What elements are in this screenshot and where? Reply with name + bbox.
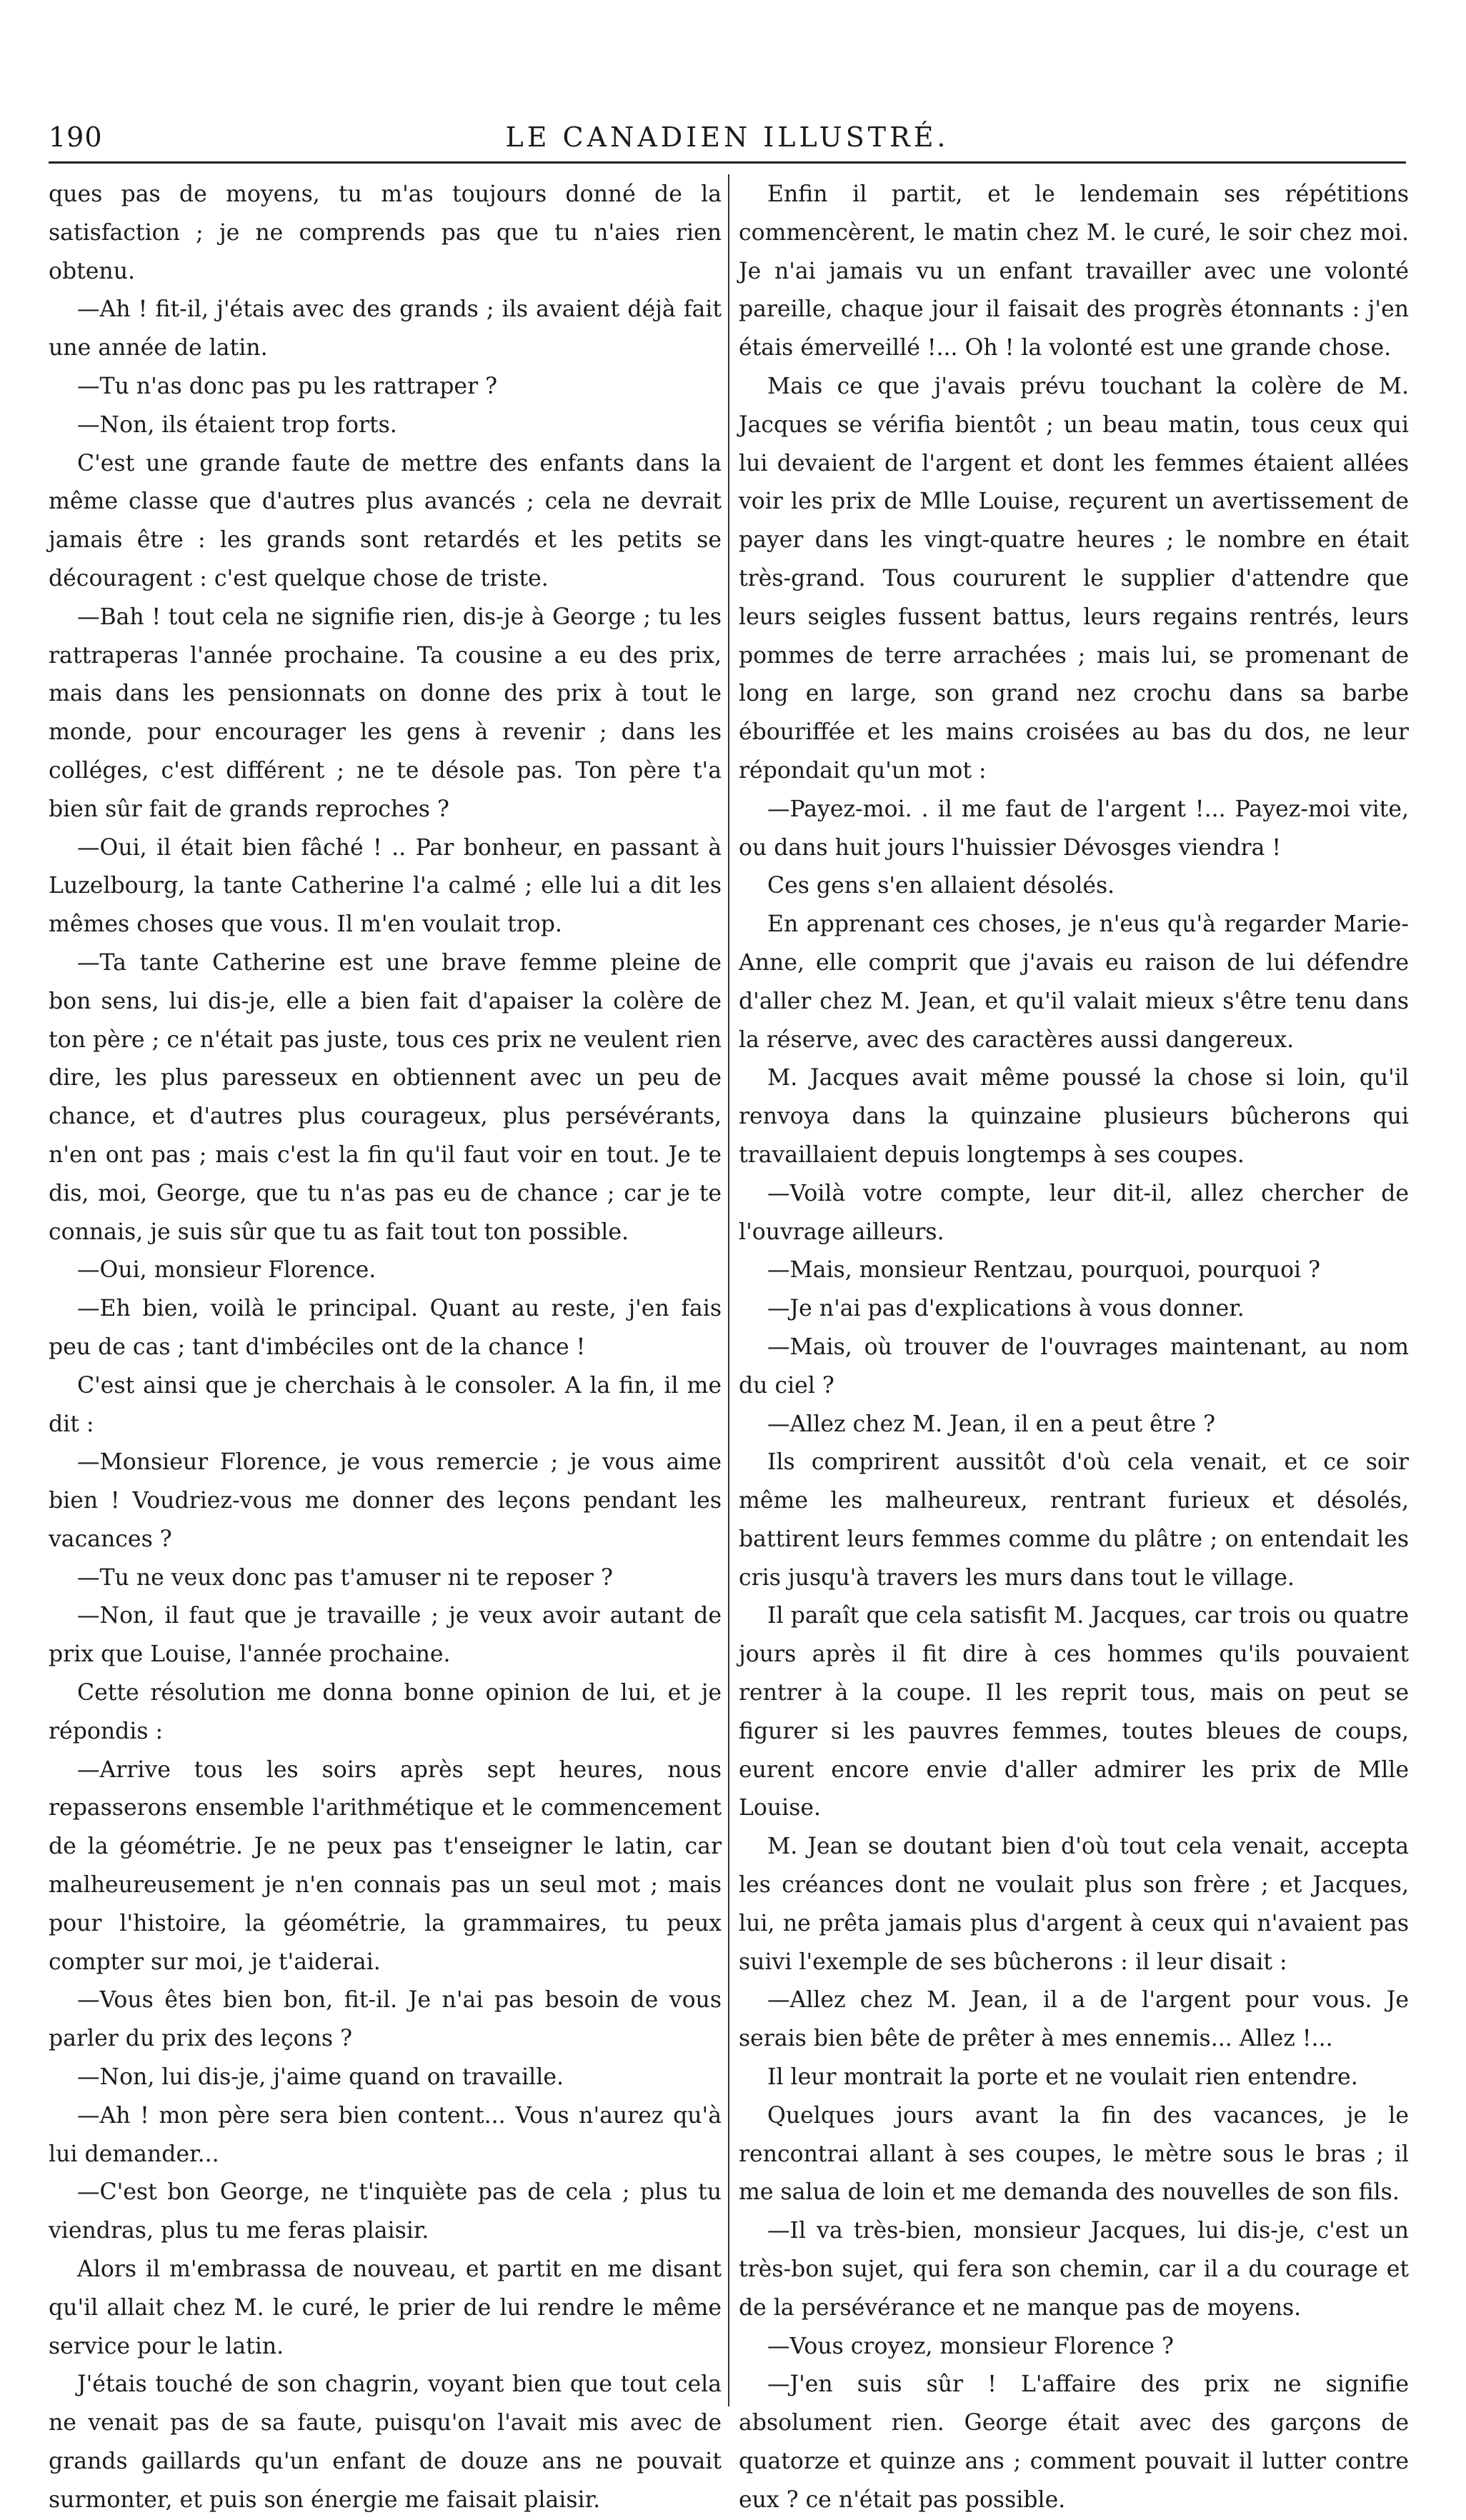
paragraph: —Mais, monsieur Rentzau, pourquoi, pourquoi ?: [767, 1257, 1321, 1284]
paragraph: M. Jean se doutant bien d'où tout cela venait, accepta les créances dont ne voulait plus son frère ; et Jacques, lui, ne prêta jamais plus d'argent à ceux qui n'avaient pas suivi l'exemple de ses bûcherons : il leur disait :: [739, 1834, 1409, 1975]
paragraph: —Arrive tous les soirs après sept heures, nous repasserons ensemble l'arithmétique et le commencement de la géométrie. Je ne peux pas t'enseigner le latin, car malheureusement je n'en connais pas un seul mot ; mais pour l'histoire, la géométrie, la grammaires, tu peux compter sur moi, je t'aiderai.: [49, 1756, 722, 1975]
paragraph: —Mais, où trouver de l'ouvrages maintenant, au nom du ciel ?: [739, 1334, 1409, 1399]
paragraph: —Il va très-bien, monsieur Jacques, lui dis-je, c'est un très-bon sujet, qui fera son chemin, car il a du courage et de la persévérance et ne manque pas de moyens.: [739, 2218, 1409, 2321]
paragraph: Alors il m'embrassa de nouveau, et partit en me disant qu'il allait chez M. le curé, le prier de lui rendre le même service pour le latin.: [49, 2256, 722, 2359]
paragraph: —Non, ils étaient trop forts.: [77, 411, 397, 438]
paragraph: —Non, il faut que je travaille ; je veux avoir autant de prix que Louise, l'année prochaine.: [49, 1603, 722, 1668]
paragraph: —Je n'ai pas d'explications à vous donner.: [767, 1296, 1245, 1322]
running-title: LE CANADIEN ILLUSTRÉ.: [505, 121, 949, 153]
left-column: [49, 176, 722, 2513]
paragraph: —Allez chez M. Jean, il en a peut être ?: [767, 1411, 1216, 1437]
paragraph: —Bah ! tout cela ne signifie rien, dis-je à George ; tu les rattraperas l'année prochaine. Ta cousine a eu des prix, mais dans les pensionnats on donne des prix à tout le monde, pour encourager les gens à revenir ; dans les colléges, c'est différent ; ne te désole pas. Ton père t'a bien sûr fait de grands reproches ?: [49, 604, 722, 822]
paragraph: —Eh bien, voilà le principal. Quant au reste, j'en fais peu de cas ; tant d'imbéciles ont de la chance !: [49, 1296, 722, 1360]
paragraph: —Ah ! fit-il, j'étais avec des grands ; ils avaient déjà fait une année de latin.: [49, 296, 722, 361]
paragraph: En apprenant ces choses, je n'eus qu'à regarder Marie-Anne, elle comprit que j'avais eu raison de lui défendre d'aller chez M. Jean, et qu'il valait mieux s'être tenu dans la réserve, avec des caractères aussi dangereux.: [739, 911, 1409, 1053]
paragraph: —Voilà votre compte, leur dit-il, allez chercher de l'ouvrage ailleurs.: [739, 1180, 1409, 1245]
paragraph: —Monsieur Florence, je vous remercie ; je vous aime bien ! Voudriez-vous me donner des leçons pendant les vacances ?: [49, 1449, 722, 1552]
paragraph: —C'est bon George, ne t'inquiète pas de cela ; plus tu viendras, plus tu me feras plaisir.: [49, 2179, 722, 2244]
column-divider: [728, 174, 729, 2406]
paragraph: —J'en suis sûr ! L'affaire des prix ne signifie absolument rien. George était avec des garçons de quatorze et quinze ans ; comment pouvait il lutter contre eux ? ce n'était pas possible.: [739, 2371, 1409, 2513]
paragraph: —Allez chez M. Jean, il a de l'argent pour vous. Je serais bien bête de prêter à mes ennemis... Allez !...: [739, 1987, 1409, 2052]
paragraph: —Vous croyez, monsieur Florence ?: [767, 2333, 1174, 2359]
paragraph: —Oui, monsieur Florence.: [77, 1257, 377, 1284]
page-number: 190: [49, 121, 103, 153]
header-rule: [49, 161, 1406, 164]
paragraph: C'est une grande faute de mettre des enfants dans la même classe que d'autres plus avancés ; cela ne devrait jamais être : les grands sont retardés et les petits se découragent : c'est quelque chose de triste.: [49, 450, 722, 591]
paragraph: Ils comprirent aussitôt d'où cela venait, et ce soir même les malheureux, rentrant furieux et désolés, battirent leurs femmes comme du plâtre ; on entendait les cris jusqu'à travers les murs dans tout le village.: [739, 1449, 1409, 1591]
paragraph: ques pas de moyens, tu m'as toujours donné de la satisfaction ; je ne comprends pas que tu n'aies rien obtenu.: [49, 181, 722, 284]
paragraph: —Tu n'as donc pas pu les rattraper ?: [77, 373, 498, 399]
paragraph: M. Jacques avait même poussé la chose si loin, qu'il renvoya dans la quinzaine plusieurs bûcherons qui travaillaient depuis longtemps à ses coupes.: [739, 1065, 1409, 1168]
paragraph: —Ah ! mon père sera bien content... Vous n'aurez qu'à lui demander...: [49, 2102, 722, 2167]
paragraph: Quelques jours avant la fin des vacances, je le rencontrai allant à ses coupes, le mètre sous le bras ; il me salua de loin et me demanda des nouvelles de son fils.: [739, 2102, 1409, 2206]
paragraph: —Oui, il était bien fâché ! .. Par bonheur, en passant à Luzelbourg, la tante Catherine l'a calmé ; elle lui a dit les mêmes choses que vous. Il m'en voulait trop.: [49, 834, 722, 938]
paragraph: Ces gens s'en allaient désolés.: [767, 873, 1115, 899]
paragraph: —Payez-moi. . il me faut de l'argent !... Payez-moi vite, ou dans huit jours l'huissier Dévosges viendra !: [739, 796, 1409, 861]
paragraph: Il leur montrait la porte et ne voulait rien entendre.: [767, 2064, 1358, 2091]
right-column: [739, 176, 1409, 2513]
paragraph: Il paraît que cela satisfit M. Jacques, car trois ou quatre jours après il fit dire à ces hommes qu'ils pouvaient rentrer à la coupe. Il les reprit tous, mais on peut se figurer si les pauvres femmes, toutes bleues de coups, eurent encore envie d'aller admirer les prix de Mlle Louise.: [739, 1603, 1409, 1821]
page-header: [49, 121, 1406, 164]
paragraph: —Non, lui dis-je, j'aime quand on travaille.: [77, 2064, 564, 2091]
paragraph: C'est ainsi que je cherchais à le consoler. A la fin, il me dit :: [49, 1372, 722, 1437]
paragraph: —Tu ne veux donc pas t'amuser ni te reposer ?: [77, 1564, 613, 1591]
paragraph: Mais ce que j'avais prévu touchant la colère de M. Jacques se vérifia bientôt ; un beau matin, tous ceux qui lui devaient de l'argent et dont les femmes étaient allées voir les prix de Mlle Louise, reçurent un avertissement de payer dans les vingt-quatre heures ; le nombre en était très-grand. Tous coururent le supplier d'attendre que leurs seigles fussent battus, leurs regains rentrés, leurs pommes de terre arrachées ; mais lui, se promenant de long en large, son grand nez crochu dans sa barbe ébouriffée et les mains croisées au bas du dos, ne leur répondait qu'un mot :: [739, 373, 1409, 784]
paragraph: J'étais touché de son chagrin, voyant bien que tout cela ne venait pas de sa faute, puisqu'on l'avait mis avec de grands gaillards qu'un enfant de douze ans ne pouvait surmonter, et puis son énergie me faisait plaisir.: [49, 2371, 722, 2513]
paragraph: Enfin il partit, et le lendemain ses répétitions commencèrent, le matin chez M. le curé, le soir chez moi. Je n'ai jamais vu un enfant travailler avec une volonté pareille, chaque jour il faisait des progrès étonnants : j'en étais émerveillé !... Oh ! la volonté est une grande chose.: [739, 181, 1409, 361]
paragraph: Cette résolution me donna bonne opinion de lui, et je répondis :: [49, 1680, 722, 1744]
paragraph: —Vous êtes bien bon, fit-il. Je n'ai pas besoin de vous parler du prix des leçons ?: [49, 1987, 722, 2052]
paragraph: —Ta tante Catherine est une brave femme pleine de bon sens, lui dis-je, elle a bien fait d'apaiser la colère de ton père ; ce n'était pas juste, tous ces prix ne veulent rien dire, les plus paresseux en obtiennent avec un peu de chance, et d'autres plus courageux, plus persévérants, n'en ont pas ; mais c'est la fin qu'il faut voir en tout. Je te dis, moi, George, que tu n'as pas eu de chance ; car je te connais, je suis sûr que tu as fait tout ton possible.: [49, 949, 722, 1245]
